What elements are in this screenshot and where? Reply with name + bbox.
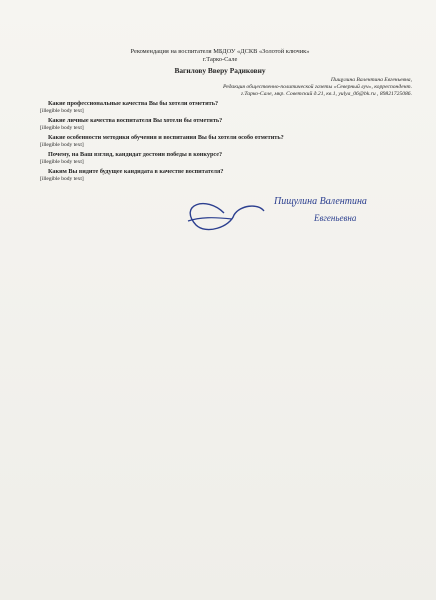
author-block bbox=[28, 77, 412, 98]
section-heading-1: Какие профессиональные качества Вы бы хотели отметить? bbox=[48, 99, 219, 107]
section-text-4: [illegible body text] bbox=[40, 159, 84, 166]
document-title: Вагиловy Вверy Радиковнy bbox=[174, 65, 266, 75]
signature-area bbox=[28, 187, 412, 243]
section-heading-4: Почему, на Ваш взгляд, кандидат достоин победы в конкурсе? bbox=[48, 151, 223, 159]
author-name: Пищулина Валентина Евгеньевна, bbox=[330, 76, 412, 83]
section-heading-5: Каким Вы видите будущее кандидата в качестве воспитателя? bbox=[48, 168, 224, 176]
author-contacts: г.Тарко-Сале, мкр. Советский д.21, кв.1, yulya_06@bk.ru , 89821725086. bbox=[240, 90, 412, 97]
section-text-2: [illegible body text] bbox=[40, 124, 84, 131]
letter-header bbox=[28, 48, 412, 65]
signature-stroke-1 bbox=[190, 204, 264, 230]
section-text-3: [illegible body text] bbox=[40, 142, 84, 148]
section-heading-3: Какие особенности методики обучения и воспитания Вы бы хотели особо отметить? bbox=[48, 134, 284, 141]
section-text-1: [illegible body text] bbox=[40, 107, 84, 114]
header-line-1: Рекомендация на воспитателя МБДОУ «ДСКВ «Золотой ключик» bbox=[130, 48, 310, 55]
section-heading-2: Какие личные качества воспитателя Вы хотели бы отметить? bbox=[48, 116, 223, 124]
signature-scribble bbox=[28, 187, 268, 243]
section-text-5: [illegible body text] bbox=[40, 176, 84, 183]
signature-stroke-2 bbox=[188, 218, 232, 221]
author-affiliation: Редакция общественно-политической газеты «Северный луч», корреспондент. bbox=[223, 83, 412, 90]
handwritten-name: Пищулина Валентина bbox=[274, 196, 367, 208]
header-line-2: г.Тарко-Сале bbox=[202, 56, 238, 64]
handwritten-name-2: Евгеньевна bbox=[314, 213, 357, 224]
